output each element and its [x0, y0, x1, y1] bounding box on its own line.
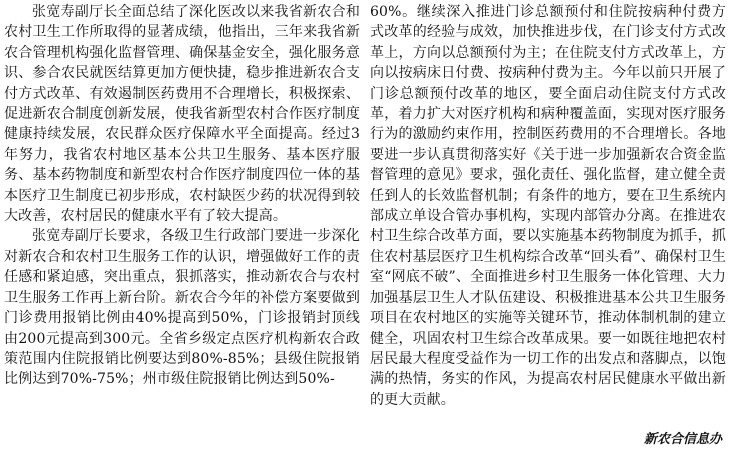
article-column-right — [370, 2, 726, 410]
article-paragraph-2-continued: 60%。继续深入推进门诊总额预付和住院按病种付费方式改革的经验与成效，加快推进步伐，在门诊支付方式改革上，方向以总额预付为主；在住院支付方式改革上，方向以按病床日付费、按病种付费为主。今年以前只开展了门诊总额预付改革的地区，要全面启动住院支付方式改革，着力扩大对医疗机构和病种覆盖面，实现对医疗服务行为的激励约束作用，控制医药费用的不合理增长。各地要进一步认真贯彻落实好《关于进一步加强新农合资金监督管理的意见》要求，强化责任、强化监督，建立健全责任到人的长效监督机制；有条件的地方，要在卫生系统内部成立单设合管办事机构，实现内部管办分离。在推进农村卫生综合改革方面，要以实施基本药物制度为抓手，抓住农村基层医疗卫生机构综合改革“回头看”、确保村卫生室“网底不破”、全面推进乡村卫生服务一体化管理、大力加强基层卫生人才队伍建设、积极推进基本公共卫生服务项目在农村地区的实施等关键环节，推动体制机制的建立健全，巩固农村卫生综合改革成果。要一如既往地把农村居民最大程度受益作为一切工作的出发点和落脚点，以饱满的热情，务实的作风，为提高农村居民健康水平做出新的更大贡献。 — [370, 4, 726, 408]
article-column-left — [4, 2, 360, 390]
article-paragraph-2: 张宽寿副厅长要求，各级卫生行政部门要进一步深化对新农合和农村卫生服务工作的认识，增强做好工作的责任感和紧迫感，突出重点，狠抓落实，推动新农合与农村卫生服务工作再上新台阶。新农合今年的补偿方案要做到门诊费用报销比例由40%提高到50%，门诊报销封顶线由200元提高到300元。全省乡级定点医疗机构新农合政策范围内住院报销比例要达到80%-85%；县级住院报销比例达到70%-75%；州市级住院报销比例达到50%- — [4, 228, 360, 388]
article-paragraph-1: 张宽寿副厅长全面总结了深化医改以来我省新农合和农村卫生工作所取得的显著成绩，他指出，三年来我省新农合管理机构强化监督管理、确保基金安全，强化服务意识、参合农民就医结算更加方便快捷，稳步推进新农合支付方式改革、有效遏制医药费用不合理增长，积极探索、促进新农合制度创新发展，使我省新型农村合作医疗制度健康持续发展，农民群众医疗保障水平全面提高。经过3年努力，我省农村地区基本公共卫生服务、基本医疗服务、基本药物制度和新型农村合作医疗制度四位一体的基本医疗卫生制度已初步形成，农村缺医少药的状况得到较大改善，农村居民的健康水平有了较大提高。 — [4, 4, 360, 225]
article-source: 新农合信息办 — [643, 432, 722, 447]
